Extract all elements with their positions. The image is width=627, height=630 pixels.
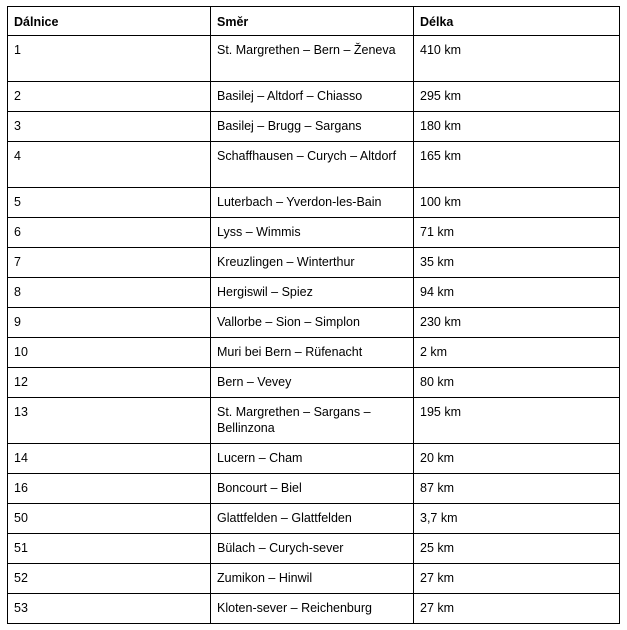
route-cell: Hergiswil – Spiez bbox=[211, 278, 414, 308]
column-header-direction: Směr bbox=[211, 7, 414, 36]
length-cell: 165 km bbox=[414, 142, 620, 188]
column-header-highway: Dálnice bbox=[8, 7, 211, 36]
length-cell: 3,7 km bbox=[414, 504, 620, 534]
table-row bbox=[8, 474, 620, 504]
table-header-row bbox=[8, 7, 620, 36]
highway-number-cell: 9 bbox=[8, 308, 211, 338]
route-cell: Muri bei Bern – Rüfenacht bbox=[211, 338, 414, 368]
highway-number-cell: 5 bbox=[8, 188, 211, 218]
table-row bbox=[8, 534, 620, 564]
highway-table bbox=[7, 6, 620, 624]
route-cell: Boncourt – Biel bbox=[211, 474, 414, 504]
table-row bbox=[8, 112, 620, 142]
route-cell: St. Margrethen – Bern – Ženeva bbox=[211, 36, 414, 82]
highway-number-cell: 12 bbox=[8, 368, 211, 398]
length-cell: 71 km bbox=[414, 218, 620, 248]
length-cell: 2 km bbox=[414, 338, 620, 368]
route-cell: Vallorbe – Sion – Simplon bbox=[211, 308, 414, 338]
highway-number-cell: 16 bbox=[8, 474, 211, 504]
highway-number-cell: 50 bbox=[8, 504, 211, 534]
table-row bbox=[8, 398, 620, 444]
table-row bbox=[8, 504, 620, 534]
length-cell: 87 km bbox=[414, 474, 620, 504]
table-row bbox=[8, 218, 620, 248]
length-cell: 180 km bbox=[414, 112, 620, 142]
route-cell: Bern – Vevey bbox=[211, 368, 414, 398]
route-cell: Basilej – Altdorf – Chiasso bbox=[211, 82, 414, 112]
length-cell: 80 km bbox=[414, 368, 620, 398]
route-cell: Schaffhausen – Curych – Altdorf bbox=[211, 142, 414, 188]
length-cell: 25 km bbox=[414, 534, 620, 564]
table-row bbox=[8, 82, 620, 112]
route-cell: Lucern – Cham bbox=[211, 444, 414, 474]
route-cell: Glattfelden – Glattfelden bbox=[211, 504, 414, 534]
route-cell: Basilej – Brugg – Sargans bbox=[211, 112, 414, 142]
highway-number-cell: 8 bbox=[8, 278, 211, 308]
length-cell: 35 km bbox=[414, 248, 620, 278]
highway-number-cell: 53 bbox=[8, 594, 211, 624]
route-cell: Luterbach – Yverdon-les-Bain bbox=[211, 188, 414, 218]
column-header-length: Délka bbox=[414, 7, 620, 36]
route-cell: St. Margrethen – Sargans – Bellinzona bbox=[211, 398, 414, 444]
table-row bbox=[8, 368, 620, 398]
highway-number-cell: 3 bbox=[8, 112, 211, 142]
highway-number-cell: 4 bbox=[8, 142, 211, 188]
route-cell: Kloten-sever – Reichenburg bbox=[211, 594, 414, 624]
highway-number-cell: 2 bbox=[8, 82, 211, 112]
table-row bbox=[8, 142, 620, 188]
route-cell: Kreuzlingen – Winterthur bbox=[211, 248, 414, 278]
route-cell: Zumikon – Hinwil bbox=[211, 564, 414, 594]
highway-number-cell: 13 bbox=[8, 398, 211, 444]
length-cell: 27 km bbox=[414, 564, 620, 594]
route-cell: Bülach – Curych-sever bbox=[211, 534, 414, 564]
length-cell: 195 km bbox=[414, 398, 620, 444]
highway-number-cell: 7 bbox=[8, 248, 211, 278]
table-row bbox=[8, 248, 620, 278]
length-cell: 230 km bbox=[414, 308, 620, 338]
table-row bbox=[8, 308, 620, 338]
highway-number-cell: 6 bbox=[8, 218, 211, 248]
table-row bbox=[8, 564, 620, 594]
table-row bbox=[8, 36, 620, 82]
table-row bbox=[8, 188, 620, 218]
highway-number-cell: 14 bbox=[8, 444, 211, 474]
highway-number-cell: 52 bbox=[8, 564, 211, 594]
length-cell: 94 km bbox=[414, 278, 620, 308]
table-row bbox=[8, 444, 620, 474]
length-cell: 295 km bbox=[414, 82, 620, 112]
length-cell: 100 km bbox=[414, 188, 620, 218]
table-row bbox=[8, 338, 620, 368]
length-cell: 27 km bbox=[414, 594, 620, 624]
highway-number-cell: 10 bbox=[8, 338, 211, 368]
length-cell: 20 km bbox=[414, 444, 620, 474]
highway-number-cell: 1 bbox=[8, 36, 211, 82]
table-row bbox=[8, 594, 620, 624]
highway-number-cell: 51 bbox=[8, 534, 211, 564]
route-cell: Lyss – Wimmis bbox=[211, 218, 414, 248]
table-row bbox=[8, 278, 620, 308]
length-cell: 410 km bbox=[414, 36, 620, 82]
